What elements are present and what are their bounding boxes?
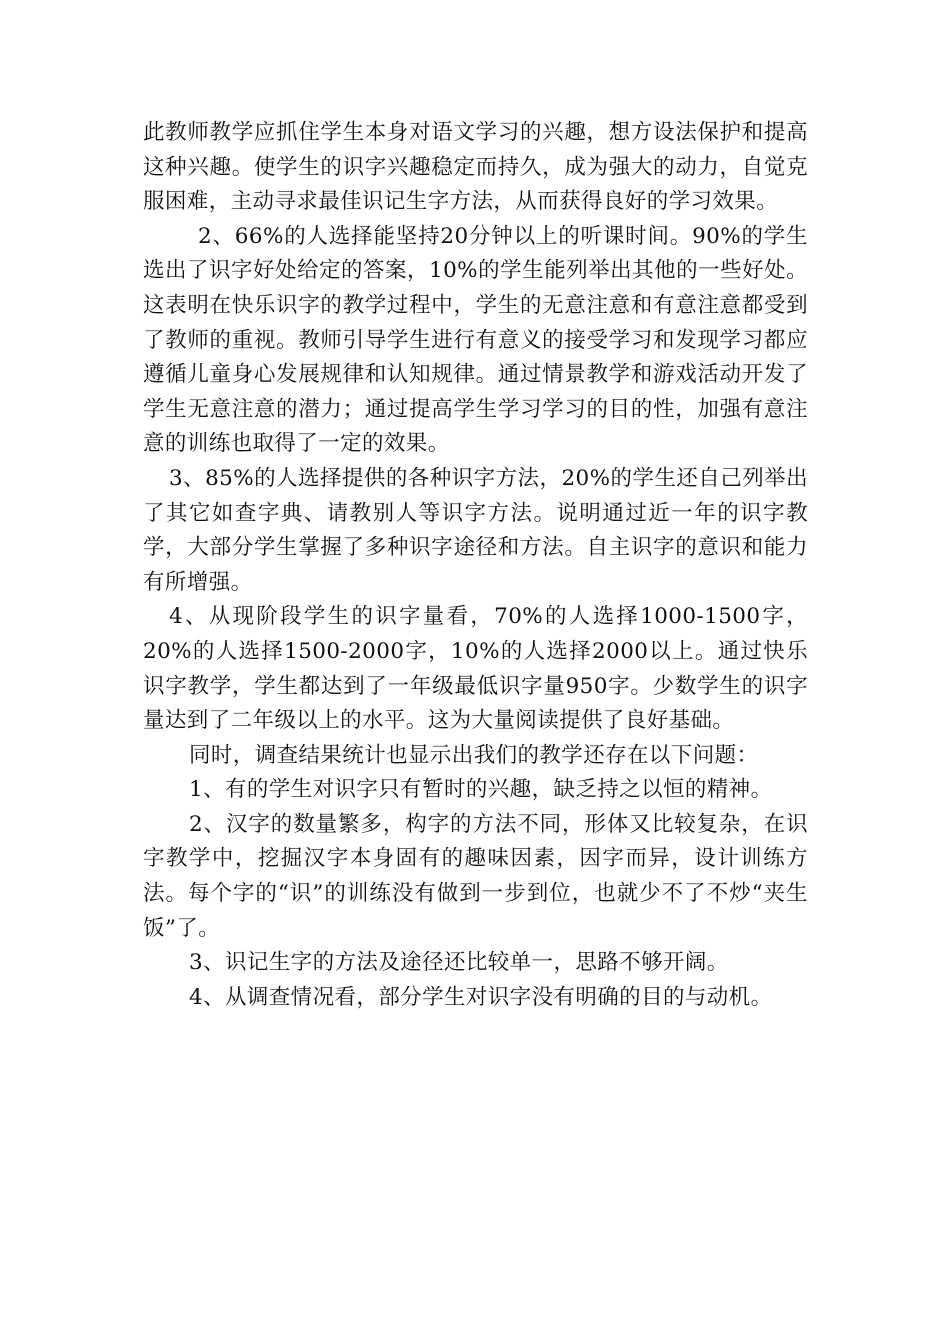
paragraph-problems-intro: 同时，调查结果统计也显示出我们的教学还存在以下问题： bbox=[189, 742, 759, 768]
paragraph-problem-3: 3、识记生字的方法及途径还比较单一，思路不够开阔。 bbox=[189, 950, 729, 976]
paragraph-finding-2: 2、66%的人选择能坚持20分钟以上的听课时间。90%的学生选出了识字好处给定的答案，10%的学生能列举出其他的一些好处。这表明在快乐识字的教学过程中，学生的无意注意和有意注意都受到了教师的重视。教师引导学生进行有意义的接受学习和发现学习都应遵循儿童身心发展规律和认知规律。通过情景教学和游戏活动开发了学生无意注意的潜力；通过提高学生学习学习的目的性，加强有意注意的训练也取得了一定的效果。 bbox=[143, 223, 808, 457]
paragraph-finding-3: 3、85%的人选择提供的各种识字方法，20%的学生还自己列举出了其它如查字典、请教别人等识字方法。说明通过近一年的识字教学，大部分学生掌握了多种识字途径和方法。自主识字的意识和能力有所增强。 bbox=[143, 465, 808, 595]
paragraph-finding-4: 4、从现阶段学生的识字量看，70%的人选择1000-1500字，20%的人选择1500-2000字，10%的人选择2000以上。通过快乐识字教学，学生都达到了一年级最低识字量950字。少数学生的识字量达到了二年级以上的水平。这为大量阅读提供了良好基础。 bbox=[143, 604, 808, 734]
document-body bbox=[143, 116, 808, 1015]
paragraph-problem-4: 4、从调查情况看，部分学生对识字没有明确的目的与动机。 bbox=[189, 984, 773, 1010]
paragraph-problem-1: 1、有的学生对识字只有暂时的兴趣，缺乏持之以恒的精神。 bbox=[189, 777, 773, 803]
paragraph-continuation: 此教师教学应抓住学生本身对语文学习的兴趣，想方设法保护和提高这种兴趣。使学生的识字兴趣稳定而持久，成为强大的动力，自觉克服困难，主动寻求最佳识记生字方法，从而获得良好的学习效果。 bbox=[143, 120, 808, 215]
paragraph-problem-2: 2、汉字的数量繁多，构字的方法不同，形体又比较复杂，在识字教学中，挖掘汉字本身固有的趣味因素，因字而异，设计训练方法。每个字的“识”的训练没有做到一步到位，也就少不了不炒“夹生饭”了。 bbox=[143, 811, 808, 941]
